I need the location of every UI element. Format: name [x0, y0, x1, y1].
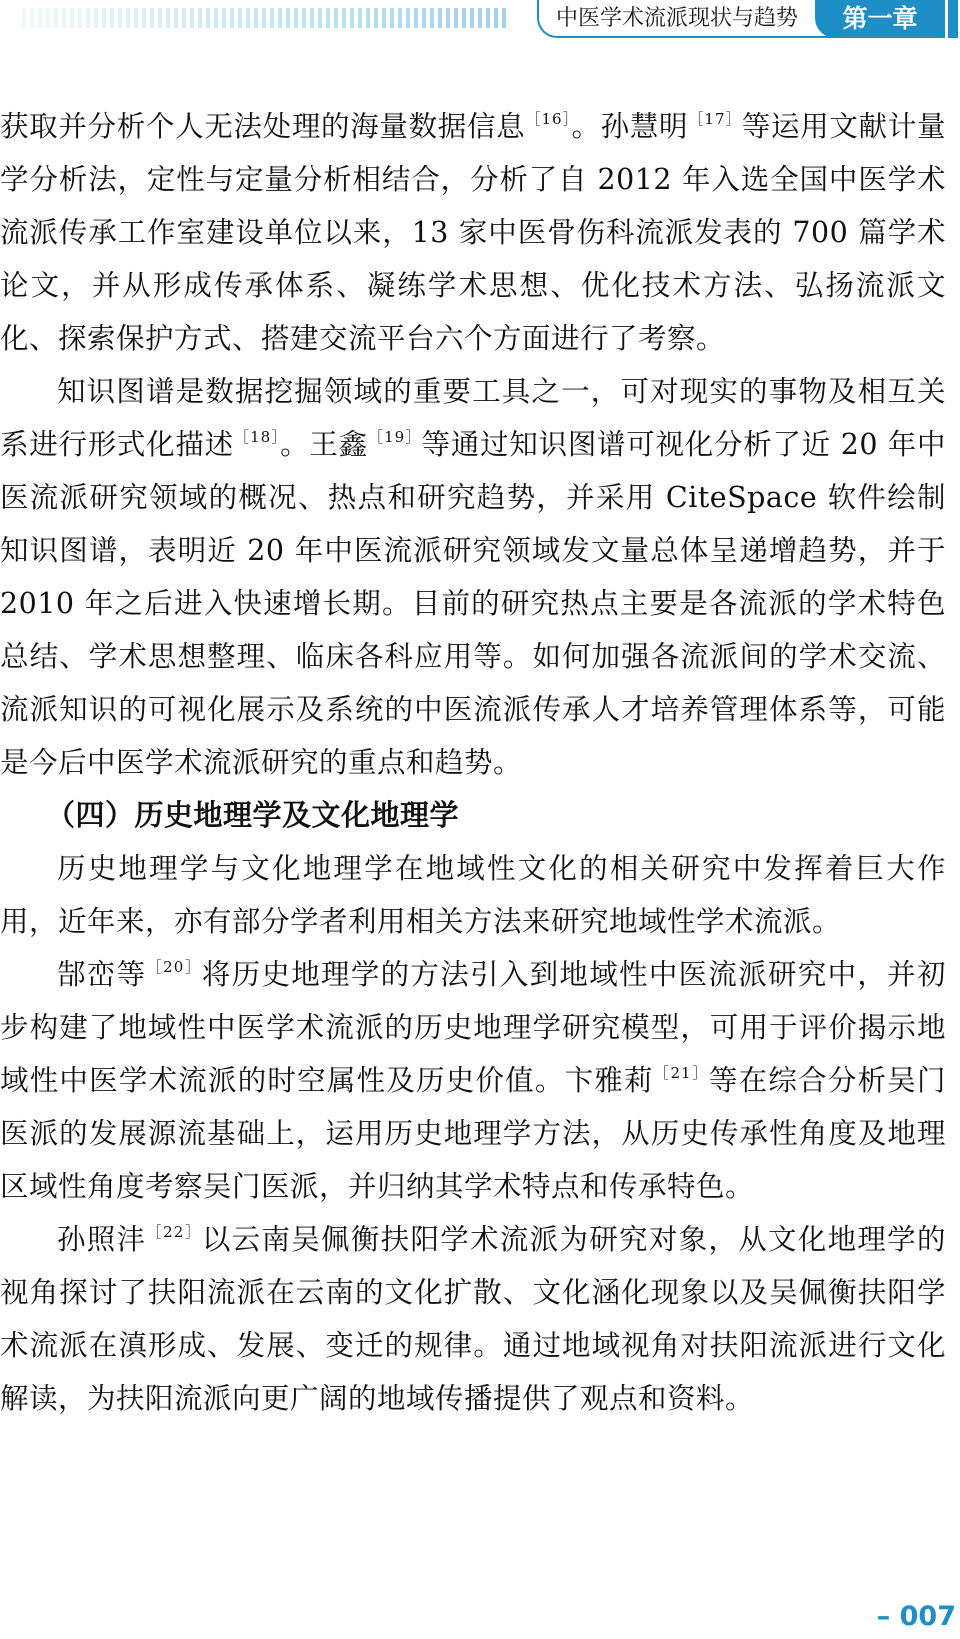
paragraph-4 [0, 948, 946, 1213]
citation-ref: ［20］ [146, 958, 202, 976]
text: 等运用文献计量学分析法，定性与定量分析相结合，分析了自 2012 年入选全国中医学术流派传承工作室建设单位以来，13 家中医骨伤科流派发表的 700 篇学术论文，并从形成传承体系、凝练学术思想、优化技术方法、弘扬流派文化、探索保护方式、搭建交流平台六个方面进行了考察。 [0, 110, 946, 355]
text: 以云南吴佩衡扶阳学术流派为研究对象，从文化地理学的视角探讨了扶阳流派在云南的文化扩散、文化涵化现象以及吴佩衡扶阳学术流派在滇形成、发展、变迁的规律。通过地域视角对扶阳流派进行文化解读，为扶阳流派向更广阔的地域传播提供了观点和资料。 [0, 1223, 946, 1415]
chapter-number-badge: 第一章 [815, 0, 945, 38]
chapter-title: 中医学术流派现状与趋势 [556, 6, 799, 31]
paragraph-1 [0, 100, 946, 365]
citation-ref: ［17］ [688, 110, 742, 128]
paragraph-5 [0, 1213, 946, 1425]
text: 孙照沣 [57, 1223, 147, 1256]
text: 将历史地理学的方法引入到地域性中医流派研究中，并初步构建了地域性中医学术流派的历史地理学研究模型，可用于评价揭示地域性中医学术流派的时空属性及历史价值。卞雅莉 [0, 958, 946, 1097]
text: 知识图谱是数据挖掘领域的重要工具之一，可对现实的事物及相互关系进行形式化描述 [0, 375, 946, 461]
text: 郜峦等 [57, 958, 147, 991]
decorative-stripes [22, 8, 510, 28]
text: 历史地理学与文化地理学在地域性文化的相关研究中发挥着巨大作用，近年来，亦有部分学者利用相关方法来研究地域性学术流派。 [0, 852, 946, 938]
citation-ref: ［16］ [525, 110, 572, 128]
citation-ref: ［18］ [233, 428, 281, 446]
paragraph-3 [0, 842, 946, 948]
text: 获取并分析个人无法处理的海量数据信息 [0, 110, 526, 143]
text: 等通过知识图谱可视化分析了近 20 年中医流派研究领域的概况、热点和研究趋势，并采用 CiteSpace 软件绘制知识图谱，表明近 20 年中医流派研究领域发文量总体呈递增趋势，并于 2010 年之后进入快速增长期。目前的研究热点主要是各流派的学术特色总结、学术思想整理、临床各科应用等。如何加强各流派间的学术交流、流派知识的可视化展示及系统的中医流派传承人才培养管理体系等，可能是今后中医学术流派研究的重点和趋势。 [0, 428, 946, 779]
paragraph-2 [0, 365, 946, 789]
text: 。王鑫 [280, 428, 368, 461]
text: 。孙慧明 [571, 110, 689, 143]
text: 等在综合分析吴门医派的发展源流基础上，运用历史地理学方法，从历史传承性角度及地理区域性角度考察吴门医派，并归纳其学术特点和传承特色。 [0, 1064, 946, 1203]
citation-ref: ［19］ [367, 428, 422, 446]
citation-ref: ［21］ [653, 1064, 709, 1082]
header-side-bar [948, 0, 958, 38]
page-body [0, 100, 946, 1425]
section-heading: （四）历史地理学及文化地理学 [46, 798, 460, 832]
page-number: – 007 [876, 1601, 956, 1632]
citation-ref: ［22］ [146, 1223, 202, 1241]
